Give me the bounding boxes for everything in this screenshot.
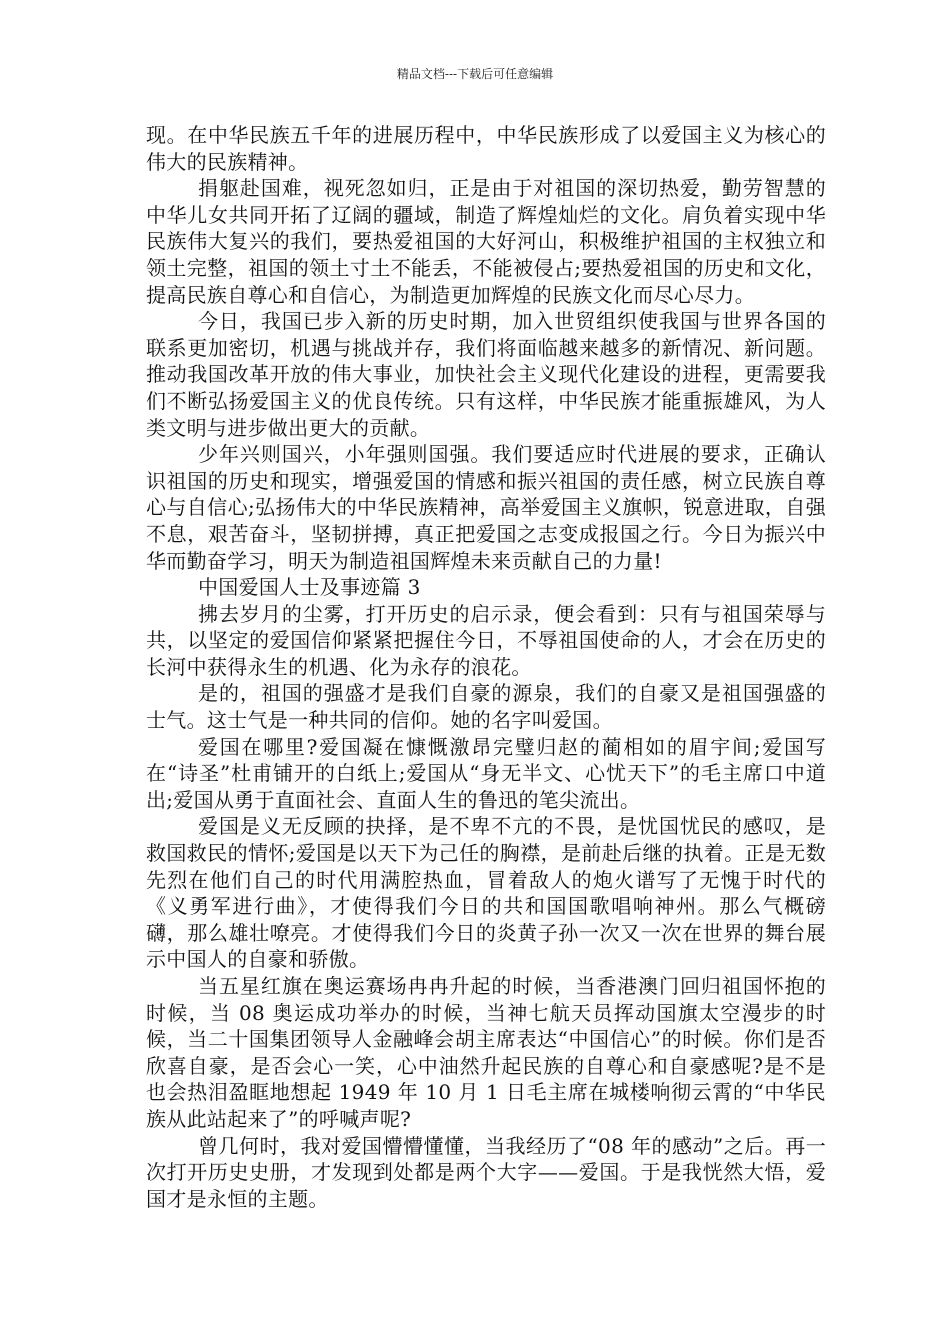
section-heading: 中国爱国人士及事迹篇 3 xyxy=(198,575,421,600)
paragraph: 爱国在哪里?爱国凝在慷慨激昂完璧归赵的蔺相如的眉宇间;爱国写在“诗圣”杜甫铺开的白纸上;爱国从“身无半文、心忧天下”的毛主席口中道出;爱国从勇于直面社会、直面人生的鲁迅的笔尖流出。 xyxy=(146,734,826,812)
paragraph: 拂去岁月的尘雾，打开历史的启示录，便会看到：只有与祖国荣辱与共，以坚定的爱国信仰紧紧把握住今日，不辱祖国使命的人，才会在历史的长河中获得永生的机遇、化为永存的浪花。 xyxy=(146,601,826,679)
paragraph: 曾几何时，我对爱国懵懵懂懂，当我经历了“08 年的感动”之后。再一次打开历史史册，才发现到处都是两个大字——爱国。于是我恍然大悟，爱国才是永恒的主题。 xyxy=(146,1133,826,1211)
document-body xyxy=(146,122,826,1212)
paragraph: 爱国是义无反顾的抉择，是不卑不亢的不畏，是忧国忧民的感叹，是救国救民的情怀;爱国是以天下为己任的胸襟，是前赴后继的执着。正是无数先烈在他们自己的时代用满腔热血，冒着敌人的炮火谱写了无愧于时代的《义勇军进行曲》，才使得我们今日的共和国国歌唱响神州。那么气概磅礴，那么雄壮嘹亮。才使得我们今日的炎黄子孙一次又一次在世界的舞台展示中国人的自豪和骄傲。 xyxy=(146,814,826,972)
paragraph: 现。在中华民族五千年的进展历程中，中华民族形成了以爱国主义为核心的伟大的民族精神。 xyxy=(146,123,826,174)
paragraph: 今日，我国已步入新的历史时期，加入世贸组织使我国与世界各国的联系更加密切，机遇与挑战并存，我们将面临越来越多的新情况、新问题。推动我国改革开放的伟大事业，加快社会主义现代化建设的进程，更需要我们不断弘扬爱国主义的优良传统。只有这样，中华民族才能重振雄风，为人类文明与进步做出更大的贡献。 xyxy=(146,309,826,440)
paragraph: 捐躯赴国难，视死忽如归，正是由于对祖国的深切热爱，勤劳智慧的中华儿女共同开拓了辽阔的疆域，制造了辉煌灿烂的文化。肩负着实现中华民族伟大复兴的我们，要热爱祖国的大好河山，积极维护祖国的主权独立和领土完整，祖国的领土寸土不能丢，不能被侵占;要热爱祖国的历史和文化，提高民族自尊心和自信心，为制造更加辉煌的民族文化而尽心尽力。 xyxy=(146,176,826,307)
paragraph: 少年兴则国兴，小年强则国强。我们要适应时代进展的要求，正确认识祖国的历史和现实，增强爱国的情感和振兴祖国的责任感，树立民族自尊心与自信心;弘扬伟大的中华民族精神，高举爱国主义旗帜，锐意进取，自强不息，艰苦奋斗，坚韧拼搏，真正把爱国之志变成报国之行。今日为振兴中华而勤奋学习，明天为制造祖国辉煌未来贡献自己的力量! xyxy=(146,442,826,573)
paragraph: 当五星红旗在奥运赛场冉冉升起的时候，当香港澳门回归祖国怀抱的时候，当 08 奥运成功举办的时候，当神七航天员挥动国旗太空漫步的时候，当二十国集团领导人金融峰会胡主席表达“中国信心”的时候。你们是否欣喜自豪，是否会心一笑，心中油然升起民族的自尊心和自豪感呢?是不是也会热泪盈眶地想起 1949 年 10 月 1 日毛主席在城楼响彻云霄的“中华民族从此站起来了”的呼喊声呢? xyxy=(146,974,826,1131)
paragraph: 是的，祖国的强盛才是我们自豪的源泉，我们的自豪又是祖国强盛的士气。这士气是一种共同的信仰。她的名字叫爱国。 xyxy=(146,681,826,733)
page-header: 精品文档---下载后可任意编辑 xyxy=(396,67,554,81)
